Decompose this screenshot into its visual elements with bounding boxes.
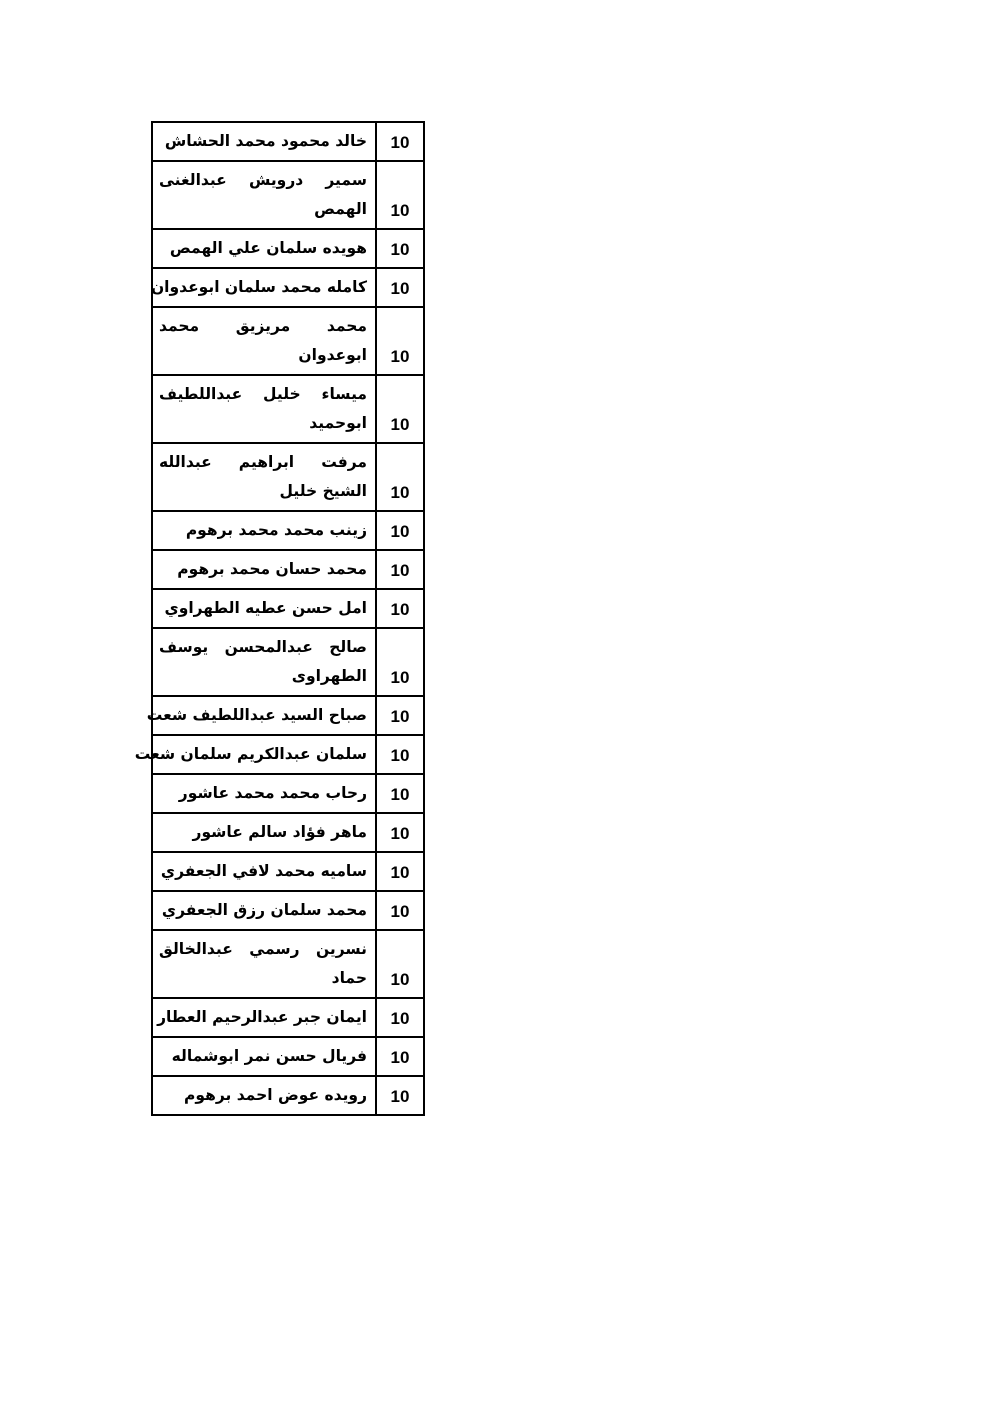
table-row bbox=[152, 307, 424, 375]
value-cell: 10 bbox=[376, 161, 424, 229]
value-cell: 10 bbox=[376, 1037, 424, 1076]
value-cell: 10 bbox=[376, 998, 424, 1037]
value-cell: 10 bbox=[376, 852, 424, 891]
value-cell: 10 bbox=[376, 628, 424, 696]
person-name-cell: محمد مريزيق محمد ابوعدوان bbox=[152, 307, 376, 375]
table-row bbox=[152, 852, 424, 891]
table-row bbox=[152, 628, 424, 696]
value-cell: 10 bbox=[376, 891, 424, 930]
person-name-cell: زينب محمد محمد برهوم bbox=[152, 511, 376, 550]
value-cell: 10 bbox=[376, 268, 424, 307]
table-row bbox=[152, 443, 424, 511]
table-row bbox=[152, 735, 424, 774]
table-row bbox=[152, 122, 424, 161]
person-name-cell: نسرين رسمي عبدالخالق حماد bbox=[152, 930, 376, 998]
table-row bbox=[152, 813, 424, 852]
person-name-cell: كامله محمد سلمان ابوعدوان bbox=[152, 268, 376, 307]
person-name-cell: سمير درويش عبدالغنى الهمص bbox=[152, 161, 376, 229]
table-row bbox=[152, 550, 424, 589]
person-name-cell: ماهر فؤاد سالم عاشور bbox=[152, 813, 376, 852]
table-row bbox=[152, 774, 424, 813]
value-cell: 10 bbox=[376, 307, 424, 375]
person-name-cell: ساميه محمد لافي الجعفري bbox=[152, 852, 376, 891]
value-cell: 10 bbox=[376, 229, 424, 268]
value-cell: 10 bbox=[376, 735, 424, 774]
person-name-cell: خالد محمود محمد الحشاش bbox=[152, 122, 376, 161]
table-row bbox=[152, 511, 424, 550]
value-cell: 10 bbox=[376, 1076, 424, 1115]
person-name-cell: محمد سلمان رزق الجعفري bbox=[152, 891, 376, 930]
value-cell: 10 bbox=[376, 122, 424, 161]
table-row bbox=[152, 589, 424, 628]
person-name-cell: رحاب محمد محمد عاشور bbox=[152, 774, 376, 813]
names-table bbox=[134, 121, 425, 1116]
value-cell: 10 bbox=[376, 774, 424, 813]
person-name-cell: ميساء خليل عبداللطيف ابوحميد bbox=[152, 375, 376, 443]
person-name-cell: محمد حسان محمد برهوم bbox=[152, 550, 376, 589]
table-row bbox=[152, 268, 424, 307]
table-row bbox=[152, 1076, 424, 1115]
table-row bbox=[152, 1037, 424, 1076]
table-row bbox=[152, 930, 424, 998]
table-row bbox=[152, 161, 424, 229]
table-row bbox=[152, 229, 424, 268]
person-name-cell: امل حسن عطيه الطهراوي bbox=[152, 589, 376, 628]
person-name-cell: فريال حسن نمر ابوشماله bbox=[152, 1037, 376, 1076]
names-table-body bbox=[134, 122, 424, 1115]
person-name-cell: مرفت ابراهيم عبدالله الشيخ خليل bbox=[152, 443, 376, 511]
table-row bbox=[152, 375, 424, 443]
value-cell: 10 bbox=[376, 696, 424, 735]
person-name-cell: هويده سلمان علي الهمص bbox=[152, 229, 376, 268]
value-cell: 10 bbox=[376, 930, 424, 998]
value-cell: 10 bbox=[376, 813, 424, 852]
value-cell: 10 bbox=[376, 443, 424, 511]
person-name-cell: صالح عبدالمحسن يوسف الطهراوى bbox=[152, 628, 376, 696]
table-row bbox=[152, 891, 424, 930]
person-name-cell: صباح السيد عبداللطيف شعت bbox=[152, 696, 376, 735]
value-cell: 10 bbox=[376, 589, 424, 628]
person-name-cell: سلمان عبدالكريم سلمان شعت bbox=[152, 735, 376, 774]
person-name-cell: رويده عوض احمد برهوم bbox=[152, 1076, 376, 1115]
value-cell: 10 bbox=[376, 550, 424, 589]
value-cell: 10 bbox=[376, 375, 424, 443]
person-name-cell: ايمان جبر عبدالرحيم العطار bbox=[152, 998, 376, 1037]
value-cell: 10 bbox=[376, 511, 424, 550]
table-row bbox=[152, 696, 424, 735]
table-row bbox=[152, 998, 424, 1037]
